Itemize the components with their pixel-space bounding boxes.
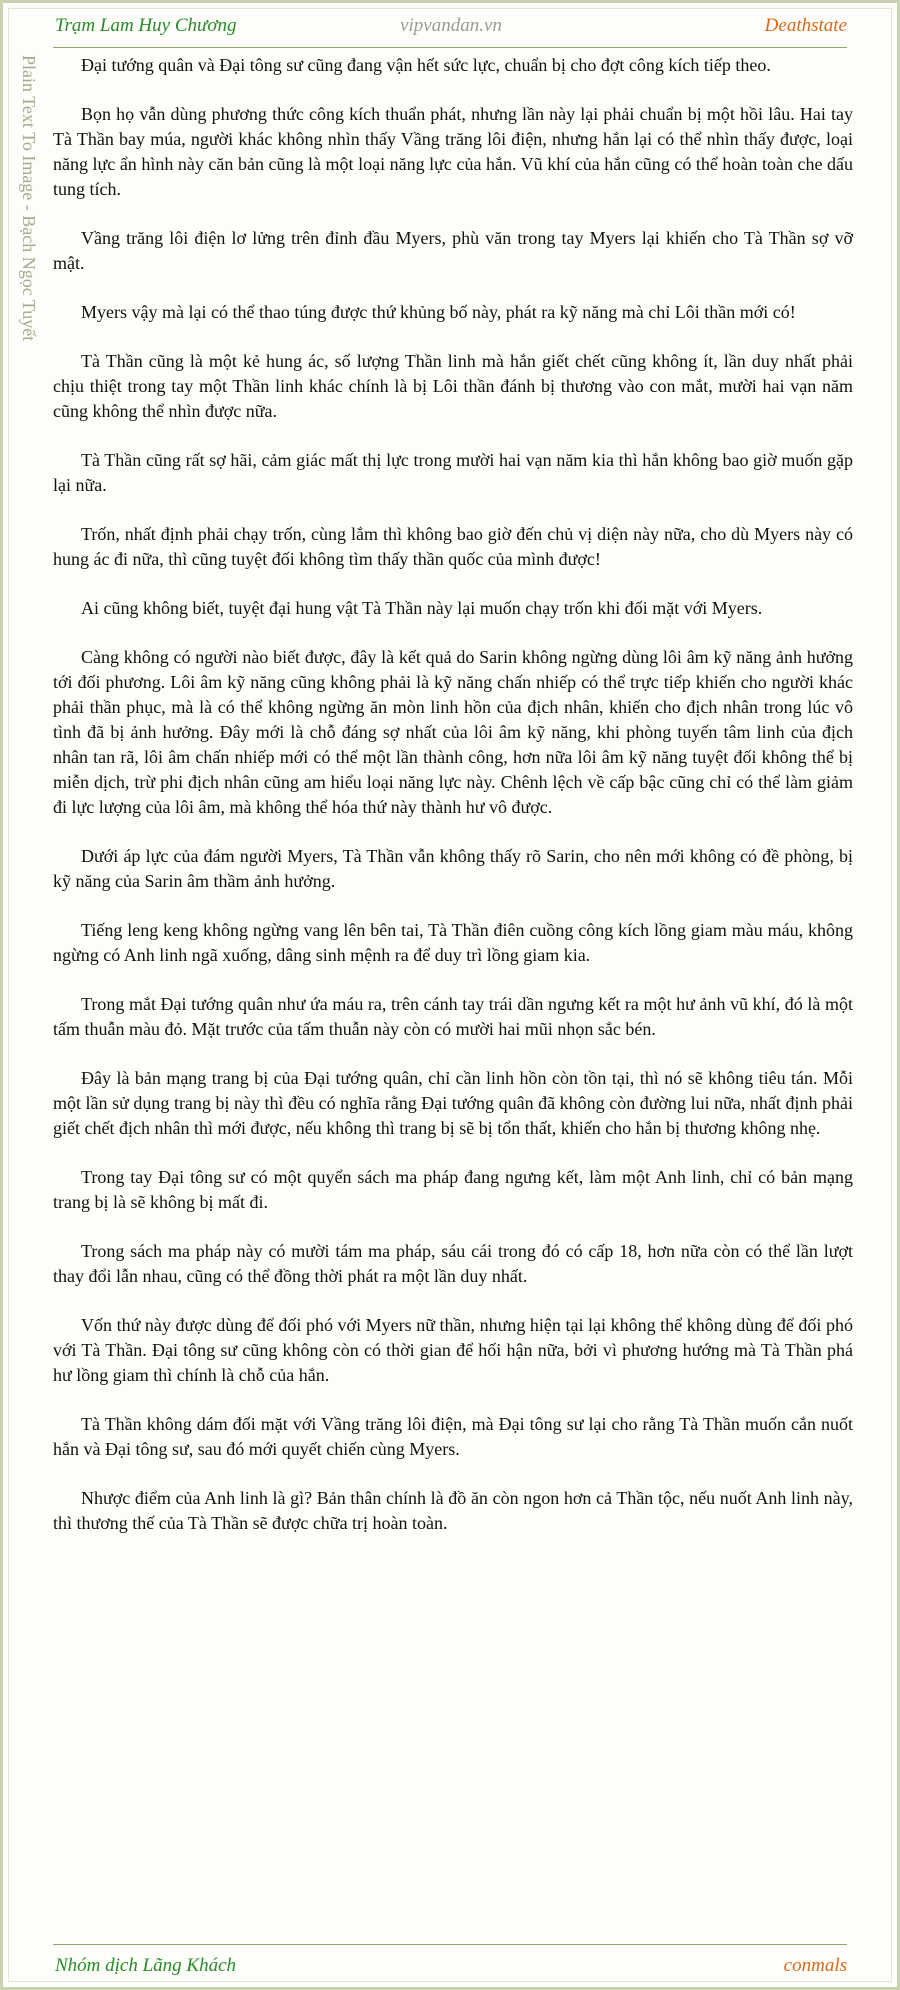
paragraph: Trong sách ma pháp này có mười tám ma pháp, sáu cái trong đó có cấp 18, hơn nữa còn có thể lần lượt thay đổi lẫn nhau, cũng có thể đồng thời phát ra một lần duy nhất.	[53, 1241, 853, 1286]
paragraph: Bọn họ vẫn dùng phương thức công kích thuẩn phát, nhưng lần này lại phải chuẩn bị một hồi lâu. Hai tay Tà Thần bay múa, người khác không nhìn thấy Vầng trăng lôi điện, nhưng hắn lại có thể nhìn thấy được, loại năng lực ẩn hình này căn bản cũng là một loại năng lực của hắn. Vũ khí của hắn cũng có thể hoàn toàn che dấu tung tích.	[53, 104, 853, 199]
chapter-body	[53, 53, 853, 1560]
page-footer	[55, 1953, 847, 1983]
paragraph: Trong mắt Đại tướng quân như ứa máu ra, trên cánh tay trái dần ngưng kết ra một hư ảnh vũ khí, đó là một tấm thuẫn màu đỏ. Mặt trước của tấm thuẫn này còn có mười hai mũi nhọn sắc bén.	[53, 994, 853, 1039]
paragraph: Vầng trăng lôi điện lơ lửng trên đỉnh đầu Myers, phù văn trong tay Myers lại khiến cho Tà Thần sợ vỡ mật.	[53, 228, 853, 273]
footer-translator-group: Nhóm dịch Lãng Khách	[55, 1955, 237, 1976]
paragraph: Đại tướng quân và Đại tông sư cũng đang vận hết sức lực, chuẩn bị cho đợt công kích tiếp theo.	[81, 55, 771, 75]
paragraph: Tiếng leng keng không ngừng vang lên bên tai, Tà Thần điên cuồng công kích lồng giam màu máu, không ngừng có Anh linh ngã xuống, dâng sinh mệnh ra để duy trì lồng giam kia.	[53, 920, 853, 965]
header-chapter-name: Deathstate	[764, 15, 847, 36]
paragraph: Tà Thần cũng là một kẻ hung ác, số lượng Thần linh mà hắn giết chết cũng không ít, lần duy nhất phải chịu thiệt trong tay một Thần linh khác chính là bị Lôi thần đánh bị thương vào con mắt, mười hai vạn năm cũng không thể nhìn được nữa.	[53, 351, 853, 421]
footer-divider	[53, 1944, 847, 1945]
paragraph: Càng không có người nào biết được, đây là kết quả do Sarin không ngừng dùng lôi âm kỹ năng ảnh hưởng tới đối phương. Lôi âm kỹ năng cũng không phải là kỹ năng chấn nhiếp có thể trực tiếp khiến cho người khác phải thần phục, mà là có thể không ngừng ăn mòn linh hồn của địch nhân, khiến cho địch nhân trong lúc vô tình đã bị ảnh hưởng. Đây mới là chỗ đáng sợ nhất của lôi âm kỹ năng, khi phòng tuyến tâm linh của địch nhân tan rã, lôi âm chấn nhiếp mới có thể một lần thành công, hơn nữa lôi âm kỹ năng tuyệt đối không thể bị miễn dịch, trừ phi địch nhân cũng am hiểu loại năng lực này. Chênh lệch về cấp bậc cũng chỉ có thể làm giảm đi lực lượng của lôi âm, mà không thể hóa thứ này thành hư vô được.	[53, 647, 853, 817]
header-divider	[53, 47, 847, 48]
paragraph: Tà Thần cũng rất sợ hãi, cảm giác mất thị lực trong mười hai vạn năm kia thì hắn không bao giờ muốn gặp lại nữa.	[53, 450, 853, 495]
paragraph: Vốn thứ này được dùng để đối phó với Myers nữ thần, nhưng hiện tại lại không thể không dùng để đối phó với Tà Thần. Đại tông sư cũng không còn có thời gian để hối hận nữa, bởi vì phương hướng mà Tà Thần phá hư lồng giam thì chính là chỗ của hắn.	[53, 1315, 853, 1385]
paragraph: Myers vậy mà lại có thể thao túng được thứ khủng bố này, phát ra kỹ năng mà chỉ Lôi thần mới có!	[81, 302, 796, 322]
paragraph: Trong tay Đại tông sư có một quyển sách ma pháp đang ngưng kết, làm một Anh linh, chỉ có bản mạng trang bị là sẽ không bị mất đi.	[53, 1167, 853, 1212]
paragraph: Dưới áp lực của đám người Myers, Tà Thần vẫn không thấy rõ Sarin, cho nên mới không có đề phòng, bị kỹ năng của Sarin âm thầm ảnh hưởng.	[53, 846, 853, 891]
footer-editor-name: conmals	[783, 1955, 847, 1976]
page-header	[55, 13, 847, 43]
paragraph: Tà Thần không dám đối mặt với Vầng trăng lôi điện, mà Đại tông sư lại cho rằng Tà Thần muốn cắn nuốt hắn và Đại tông sư, sau đó mới quyết chiến cùng Myers.	[53, 1414, 853, 1459]
header-source-title: Trạm Lam Huy Chương	[55, 15, 237, 36]
paragraph: Ai cũng không biết, tuyệt đại hung vật Tà Thần này lại muốn chạy trốn khi đối mặt với Myers.	[81, 598, 763, 618]
side-caption-text: Plain Text To Image - Bạch Ngọc Tuyết	[19, 55, 39, 342]
paragraph: Trốn, nhất định phải chạy trốn, cùng lắm thì không bao giờ đến chủ vị diện này nữa, cho dù Myers này có hung ác đi nữa, thì cũng tuyệt đối không tìm thấy thần quốc của mình được!	[53, 524, 853, 569]
paragraph: Đây là bản mạng trang bị của Đại tướng quân, chỉ cần linh hồn còn tồn tại, thì nó sẽ không tiêu tán. Mỗi một lần sử dụng trang bị này thì đều có nghĩa rằng Đại tướng quân đã không còn đường lui nữa, nhất định phải giết chết địch nhân thì mới được, nếu không thì trang bị sẽ bị tổn thất, khiến cho hắn bị thương không nhẹ.	[53, 1068, 853, 1138]
side-caption	[17, 55, 39, 415]
header-site-name: vipvandan.vn	[400, 15, 502, 36]
paragraph: Nhược điểm của Anh linh là gì? Bản thân chính là đồ ăn còn ngon hơn cả Thần tộc, nếu nuốt Anh linh này, thì thương thế của Tà Thần sẽ được chữa trị hoàn toàn.	[53, 1488, 853, 1533]
